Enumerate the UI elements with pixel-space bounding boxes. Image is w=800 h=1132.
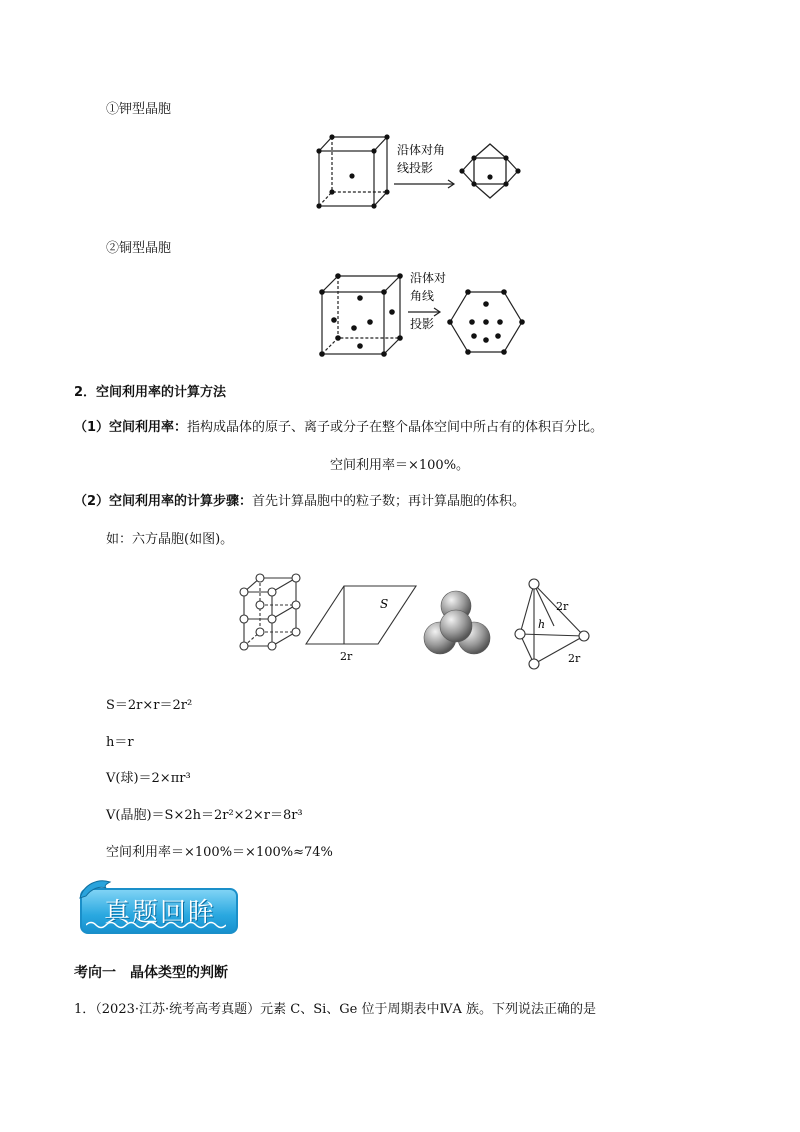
paragraph-2 — [74, 490, 525, 509]
cu-cell-figure — [314, 270, 534, 360]
equation-V-cell: V(晶胞)＝S×2h＝2r²×2×r＝8r³ — [106, 808, 303, 823]
paragraph-2-body: 首先计算晶胞中的粒子数；再计算晶胞的体积。 — [252, 494, 526, 509]
equation-S: S＝2r×r＝2r² — [106, 698, 193, 713]
formula-utilization: 空间利用率＝×100%。 — [330, 458, 470, 473]
equation-utilization-rate: 空间利用率＝×100%＝×100%≈74% — [106, 845, 333, 860]
k-cell-figure — [312, 126, 528, 214]
k-fig-label-1: 沿体对角 — [397, 143, 446, 157]
paragraph-2-head: （2）空间利用率的计算步骤： — [74, 494, 253, 509]
equation-h: h＝r — [106, 735, 134, 750]
fig-h-label: h — [538, 618, 546, 631]
k-cell-title: ①钾型晶胞 — [106, 102, 172, 117]
k-fig-label-2: 线投影 — [397, 161, 434, 175]
cu-fig-label-3: 投影 — [410, 317, 435, 331]
fig-2r-label-b: 2r — [556, 600, 569, 613]
fig-S-label: S — [380, 597, 389, 611]
example-text: 如：六方晶胞(如图)。 — [106, 532, 234, 547]
section-2-title: 2．空间利用率的计算方法 — [74, 385, 227, 400]
section-banner — [76, 876, 238, 936]
banner-title: 真题回眸 — [104, 898, 217, 928]
paragraph-1-head: （1）空间利用率： — [74, 420, 188, 435]
topic-heading: 考向一 晶体类型的判断 — [74, 965, 228, 981]
equation-V-sphere: V(球)＝2×πr³ — [106, 771, 191, 786]
fig-2r-label-c: 2r — [568, 652, 581, 665]
cu-cell-title: ②铜型晶胞 — [106, 241, 172, 256]
fig-2r-label-a: 2r — [340, 650, 353, 663]
cu-fig-label-2: 角线 — [410, 289, 435, 303]
paragraph-1 — [74, 416, 603, 435]
hexagonal-cell-figure — [234, 564, 598, 672]
paragraph-1-body: 指构成晶体的原子、离子或分子在整个晶体空间中所占有的体积百分比。 — [187, 420, 604, 435]
cu-fig-label-1: 沿体对 — [410, 271, 447, 285]
question-1: 1．（2023·江苏·统考高考真题）元素 C、Si、Ge 位于周期表中ⅣA 族。下列说法正确的是 — [74, 1002, 596, 1017]
wave-decoration-icon — [86, 920, 226, 930]
